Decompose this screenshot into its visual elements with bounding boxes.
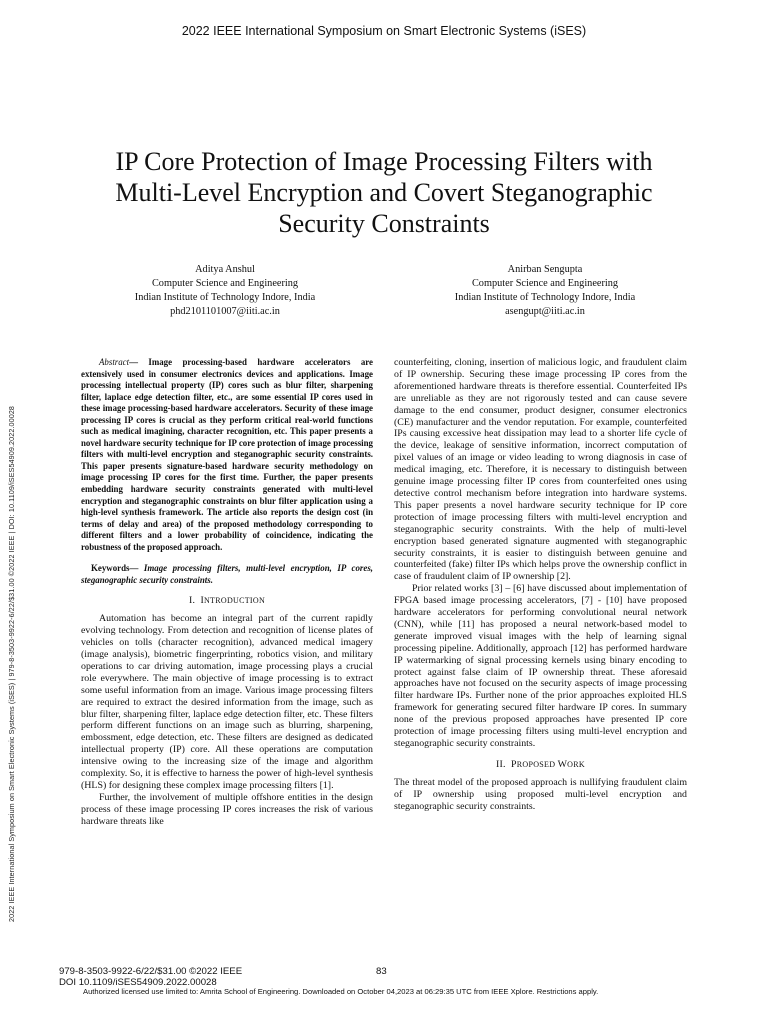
section-heading-introduction (81, 595, 373, 607)
left-column (81, 357, 373, 828)
section-cap: W (557, 758, 568, 770)
title-line-3: Security Constraints (278, 209, 490, 238)
footer-copyright (59, 966, 242, 988)
abstract-dash: — (129, 357, 149, 367)
keywords (81, 563, 373, 586)
section-title-rest: ROPOSED (516, 759, 558, 769)
abstract-label: Abstract (99, 357, 130, 367)
author-institution: Indian Institute of Technology Indore, India (454, 292, 636, 303)
abstract (81, 357, 373, 553)
intro-paragraph-2: Further, the involvement of multiple offshore entities in the design process of these image processing IP cores increases the risk of various hardware threats like (81, 791, 373, 827)
abstract-text: Image processing-based hardware accelerators are extensively used in consumer electronics devices and applications. Image processing intellectual property (IP) cores such as blur filter, sharpening filter, laplace edge detection filter, etc., are some essential IP cores used in these image processing-based hardware accelerators. Security of these image processing IP cores is crucial as they perform critical real-world functions such as medical imagining, character recognition, etc. This paper presents a novel hardware security technique for IP core protection of image processing filters with multi-level encryption and steganographic security constraints. This paper presents signature-based hardware security methodology on image processing IP cores for the first time. Further, the paper presents embedding hardware security constraints generated with multi-level encryption and steganographic constraints on blur filter application using a high-level synthesis framework. The article also reports the design cost (in terms of delay and area) of the proposed methodology corresponding to different filters and a lower probability of coincidence, indicating the robustness of the proposed approach. (81, 357, 374, 552)
author-name: Aditya Anshul (195, 264, 255, 275)
author-email: asengupt@iiti.ac.in (505, 306, 585, 317)
section-number: II. (496, 758, 506, 770)
conference-header: 2022 IEEE International Symposium on Smart Electronic Systems (iSES) (181, 24, 587, 38)
keywords-text: Image processing filters, multi-level encryption, IP cores, steganographic security constraints. (81, 563, 373, 585)
intro-paragraph-1: Automation has become an integral part of the current rapidly evolving technology. From detection and recognition of license plates of vehicles on tolls (character recognition), advanced medical imagery (image analysis), biometric fingerprinting, robotics vision, and military operations to car driving automation, image processing plays a crucial role everywhere. The main objective of image processing is to extract some useful information from an image. Various image processing filters are required to extract the desired information from the image, such as blur filter, sharpening filter, laplace edge detection filter, etc. These filters perform different functions on an image such as blurring, sharpening, embossment, edge detection, etc. These filters are designed as dedicated intellectual property (IP) core. All these operations are computation intensive owing to the increasing size of the image and algorithm complexity. So, it is effective to harness the power of high-level synthesis (HLS) for designing these complex image processing filters [1]. (81, 613, 373, 791)
section-title-rest: ORK (567, 759, 585, 769)
author-block-1 (85, 263, 365, 319)
right-paragraph-1: counterfeiting, cloning, insertion of malicious logic, and fraudulent claim of IP ownership. Securing these image processing IP cores from the aforementioned hardware threats is therefore essential. Counterfeited IPs are unreliable as they are not rigorously tested and can cause severe damage to the end consumer, product designer, consumer electronics (CE) manufacturer and the vendor reputation. For example, counterfeited IPs causing excessive heat dissipation may lead to a shorter life cycle of the device, leakage of sensitive information, incorrect computation of pixel values of an image or video leading to wrong diagnosis in case of medical imaging, etc. Therefore, it is necessary to distinguish between genuine image processing filter IP cores from counterfeited ones using detective control mechanism before integration into hardware systems. This paper presents a novel hardware security technique for IP core protection of image processing filters with multi-level encryption and steganographic security constraints. With the help of multi-level encryption based generated signature augmented with steganographic security constraints, it is easier to distinguish between genuine and counterfeited (fake) filter IPs which helps prove the ownership conflict in case of fraudulent claim of IP ownership [2]. (394, 357, 687, 583)
section-heading-proposed-work (394, 759, 687, 771)
paper-title (60, 146, 708, 239)
section-cap: P (511, 758, 517, 770)
footer-doi: DOI 10.1109/iSES54909.2022.00028 (59, 977, 217, 988)
right-column (394, 357, 687, 813)
author-block-2 (405, 263, 685, 319)
author-department: Computer Science and Engineering (471, 278, 619, 289)
footer-isbn: 979-8-3503-9922-6/22/$31.00 ©2022 IEEE (59, 966, 243, 977)
title-line-1: IP Core Protection of Image Processing Filters with (115, 147, 653, 176)
author-name: Anirban Sengupta (507, 264, 583, 275)
author-department: Computer Science and Engineering (151, 278, 299, 289)
section-cap: I (200, 595, 204, 607)
author-institution: Indian Institute of Technology Indore, India (134, 292, 316, 303)
keywords-label: Keywords— (91, 563, 144, 574)
author-email: phd2101101007@iiti.ac.in (170, 306, 280, 317)
license-notice: Authorized licensed use limited to: Amrita School of Engineering. Downloaded on October 04,2023 at 06:29:35 UTC from IEEE Xplore. Restrictions apply. (83, 987, 599, 996)
proposed-work-paragraph: The threat model of the proposed approach is nullifying fraudulent claim of IP ownership using proposed multi-level encryption and steganographic security constraints. (394, 776, 687, 812)
doi-sidebar: 2022 IEEE International Symposium on Smart Electronic Systems (iSES) | 979-8-3503-9922-6/22/$31.00 ©2022 IEEE | DOI: 10.1109/iSES54909.2022.00028 (7, 405, 16, 922)
page-number: 83 (376, 966, 387, 977)
related-work-paragraph: Prior related works [3] – [6] have discussed about implementation of FPGA based image processing accelerators, [7] - [10] have proposed hardware accelerators for performing convolutional neural network (CNN), while [11] has proposed a neural network-based model to generate improved visual images with the help of learning signal processing pipeline. Additionally, approach [12] has performed hardware IP watermarking of signal processing kernels using binary encoding to protect against false claim of IP ownership threat. These aforesaid approaches have not focused on the security aspects of image processing filter hardware IPs. Further none of the prior approaches exploited HLS framework for generating secured filter hardware IP cores. In summary none of the previous proposed approaches have presented IP core protection of image processing filters using multi-level encryption and steganographic security constraints. (394, 583, 687, 749)
title-line-2: Multi-Level Encryption and Covert Steganographic (115, 178, 653, 207)
section-number: I. (188, 595, 196, 607)
section-title-rest: NTRODUCTION (203, 596, 266, 606)
